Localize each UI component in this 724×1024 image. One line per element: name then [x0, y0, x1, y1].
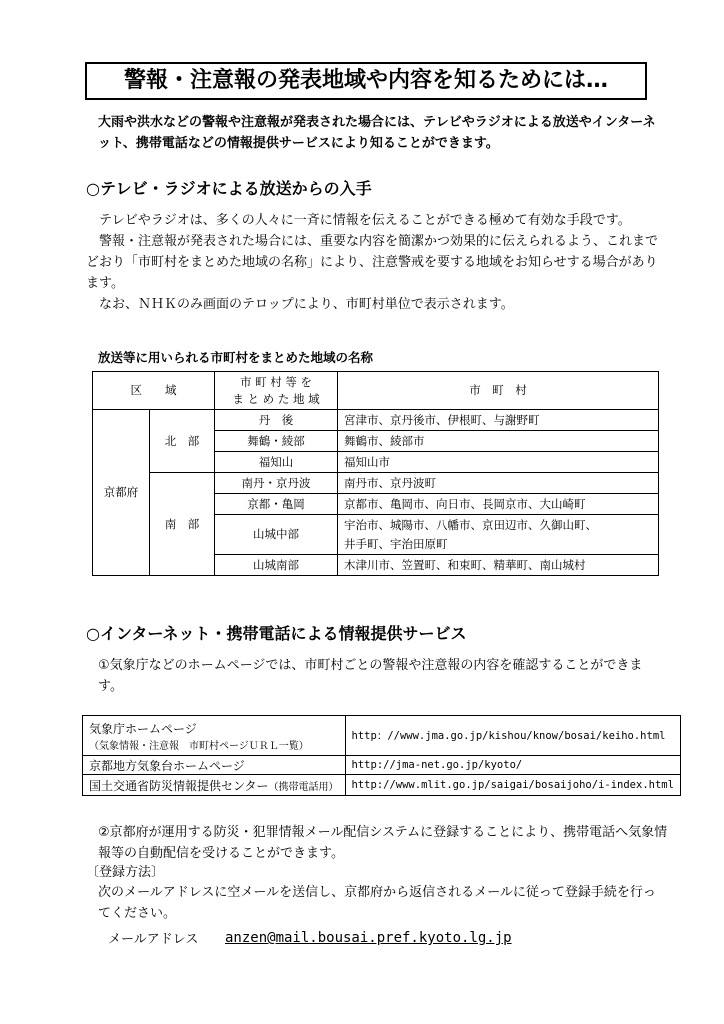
paragraph: ②京都府が運用する防災・犯罪情報メール配信システムに登録することにより、携帯電話へ気象情報等の自動配信を受けることができます。 — [98, 825, 668, 861]
muni-cell: 南丹市、京丹波町 — [338, 473, 659, 494]
group-cell: 山城中部 — [215, 515, 338, 555]
muni-cell: 宇治市、城陽市、八幡市、京田辺市、久御山町、 井手町、宇治田原町 — [338, 515, 659, 555]
mlit-link[interactable]: http://www.mlit.go.jp/saigai/bosaijoho/i-index.html — [345, 775, 680, 796]
method-label: 〔登録方法〕 — [86, 865, 165, 880]
section-heading-internet: ○インターネット・携帯電話による情報提供サービス — [86, 624, 467, 643]
group-cell: 福知山 — [215, 452, 338, 473]
section-heading-broadcast: ○テレビ・ラジオによる放送からの入手 — [86, 179, 372, 198]
mail-address-link[interactable]: anzen@mail.bousai.pref.kyoto.lg.jp — [225, 930, 512, 946]
group-cell: 丹 後 — [215, 410, 338, 431]
paragraph: なお、ＮＨＫのみ画面のテロップにより、市町村単位で表示されます。 — [99, 297, 514, 312]
kyoto-jma-link[interactable]: http://jma-net.go.jp/kyoto/ — [345, 756, 680, 775]
region-south: 南 部 — [150, 473, 215, 576]
pref-cell: 京都府 — [93, 410, 150, 576]
muni-cell: 福知山市 — [338, 452, 659, 473]
group-cell: 舞鶴・綾部 — [215, 431, 338, 452]
paragraph: 次のメールアドレスに空メールを送信し、京都府から返信されるメールに従って登録手続を行ってください。 — [98, 885, 656, 921]
mail-label: メールアドレス — [108, 932, 199, 947]
region-north: 北 部 — [150, 410, 215, 473]
muni-cell: 舞鶴市、綾部市 — [338, 431, 659, 452]
table-caption: 放送等に用いられる市町村をまとめた地域の名称 — [98, 350, 374, 365]
paragraph: 警報・注意報が発表された場合には、重要な内容を簡潔かつ効果的に伝えられるよう、これまでどおり「市町村をまとめた地域の名称」により、注意警戒を要する地域をお知らせする場合があります。 — [86, 234, 659, 291]
table-header: 市 町 村 等 を ま と め た 地 域 — [215, 372, 338, 410]
link-name-cell: 国土交通省防災情報提供センター（携帯電話用） — [83, 775, 346, 796]
jma-link[interactable]: http：//www.jma.go.jp/kishou/know/bosai/keiho.html — [345, 716, 680, 756]
muni-cell: 木津川市、笠置町、和束町、精華町、南山城村 — [338, 555, 659, 576]
muni-cell: 京都市、亀岡市、向日市、長岡京市、大山崎町 — [338, 494, 659, 515]
link-name-cell: 気象庁ホームページ （気象情報・注意報 市町村ページＵＲＬ一覧） — [83, 716, 346, 756]
group-cell: 山城南部 — [215, 555, 338, 576]
muni-cell: 宮津市、京丹後市、伊根町、与謝野町 — [338, 410, 659, 431]
table-header: 区 域 — [93, 372, 215, 410]
intro-text: 大雨や洪水などの警報や注意報が発表された場合には、テレビやラジオによる放送やインターネット、携帯電話などの情報提供サービスにより知ることができます。 — [98, 115, 656, 151]
paragraph: ①気象庁などのホームページでは、市町村ごとの警報や注意報の内容を確認することができます。 — [98, 658, 643, 694]
group-cell: 南丹・京丹波 — [215, 473, 338, 494]
group-cell: 京都・亀岡 — [215, 494, 338, 515]
link-name-cell: 京都地方気象台ホームページ — [83, 756, 346, 775]
region-table — [92, 371, 659, 576]
page-title: 警報・注意報の発表地域や内容を知るためには… — [85, 62, 647, 100]
table-header: 市 町 村 — [338, 372, 659, 410]
paragraph: テレビやラジオは、多くの人々に一斉に情報を伝えることができる極めて有効な手段です。 — [99, 213, 631, 228]
link-table — [82, 715, 681, 796]
